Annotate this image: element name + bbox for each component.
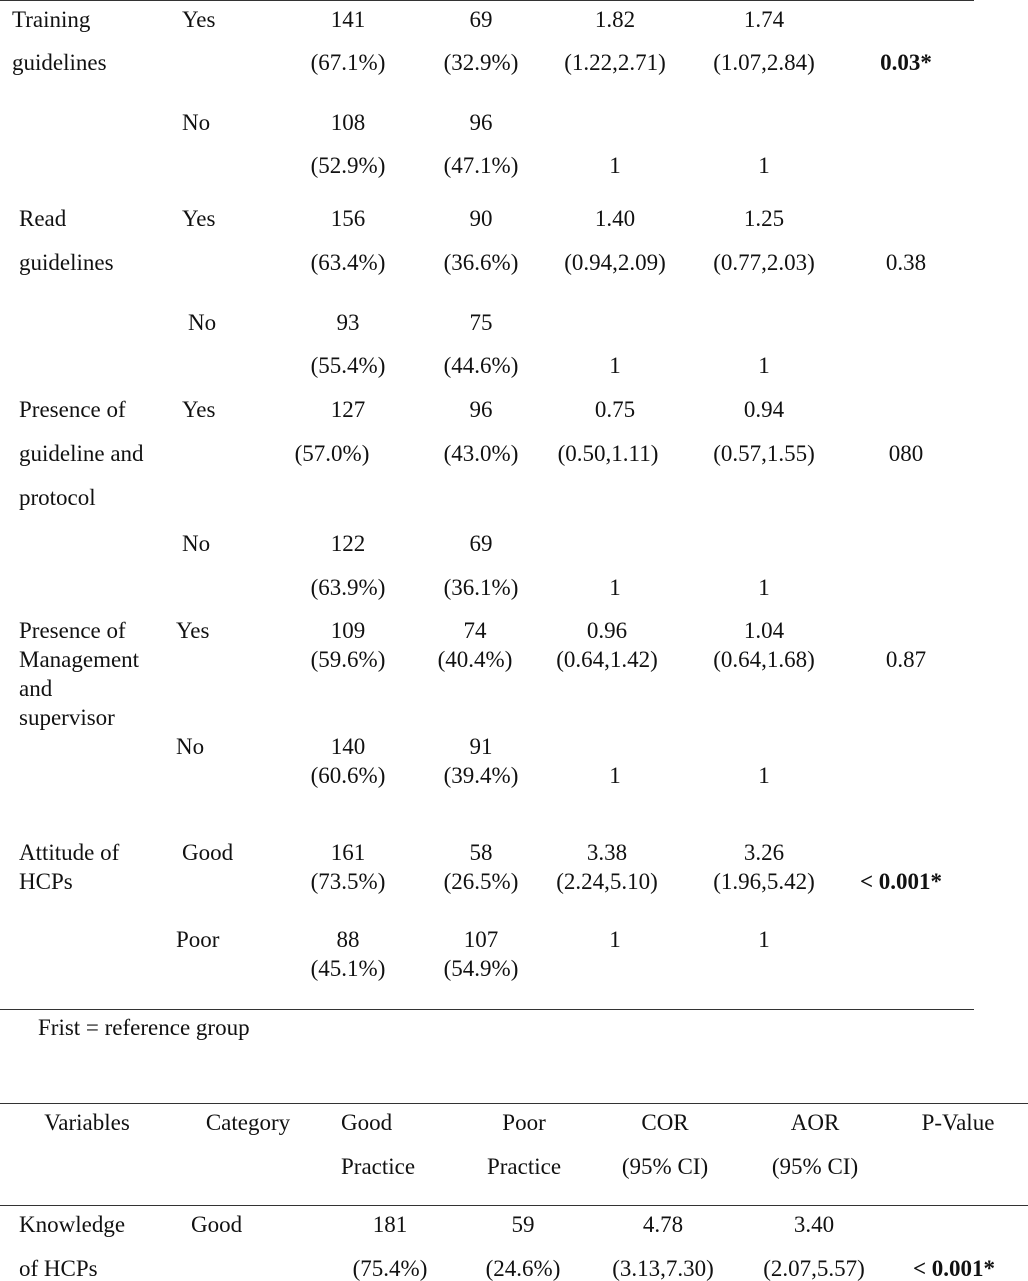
aor-value: 1.04 bbox=[743, 618, 785, 643]
variable-label: Training bbox=[12, 7, 91, 32]
poor-percent: (54.9%) bbox=[443, 956, 519, 981]
aor-ci: (1.07,2.84) bbox=[713, 50, 815, 75]
table2-header-rule bbox=[0, 1205, 1028, 1206]
category-label: Yes bbox=[182, 397, 216, 422]
category-label: Good bbox=[182, 840, 234, 865]
cor-value: 4.78 bbox=[642, 1212, 684, 1237]
aor-value: 1 bbox=[758, 153, 770, 178]
cor-ci: (3.13,7.30) bbox=[612, 1256, 714, 1281]
aor-value: 1.25 bbox=[743, 206, 785, 231]
good-percent: (73.5%) bbox=[310, 869, 386, 894]
header-poor-practice: Poor bbox=[502, 1110, 546, 1135]
category-label: Yes bbox=[182, 7, 216, 32]
cor-value: 1.82 bbox=[594, 7, 636, 32]
aor-ci: (0.64,1.68) bbox=[713, 647, 815, 672]
poor-count: 96 bbox=[469, 397, 493, 422]
variable-label: Knowledge bbox=[19, 1212, 126, 1237]
good-percent: (57.0%) bbox=[294, 441, 370, 466]
variable-label: guideline and bbox=[19, 441, 144, 466]
good-count: 88 bbox=[336, 927, 360, 952]
variable-label: and bbox=[19, 676, 53, 701]
poor-count: 96 bbox=[469, 110, 493, 135]
good-percent: (75.4%) bbox=[352, 1256, 428, 1281]
aor-value: 3.26 bbox=[743, 840, 785, 865]
variable-label: guidelines bbox=[19, 250, 114, 275]
aor-ci: (1.96,5.42) bbox=[713, 869, 815, 894]
good-percent: (63.4%) bbox=[310, 250, 386, 275]
poor-percent: (44.6%) bbox=[443, 353, 519, 378]
cor-value: 1 bbox=[609, 353, 621, 378]
cor-value: 3.38 bbox=[586, 840, 628, 865]
good-percent: (63.9%) bbox=[310, 575, 386, 600]
variable-label: Presence of bbox=[19, 397, 126, 422]
table2-top-rule bbox=[0, 1103, 1028, 1104]
good-count: 161 bbox=[330, 840, 366, 865]
poor-percent: (36.6%) bbox=[443, 250, 519, 275]
cor-ci: (1.22,2.71) bbox=[564, 50, 666, 75]
cor-ci: (0.64,1.42) bbox=[556, 647, 658, 672]
poor-count: 69 bbox=[469, 7, 493, 32]
cor-ci: (2.24,5.10) bbox=[556, 869, 658, 894]
header-aor: (95% CI) bbox=[771, 1154, 859, 1179]
aor-value: 1 bbox=[758, 763, 770, 788]
variable-label: Attitude of bbox=[19, 840, 120, 865]
good-count: 127 bbox=[330, 397, 366, 422]
category-label: No bbox=[182, 110, 211, 135]
table1-bottom-rule bbox=[0, 1009, 974, 1010]
category-label: Good bbox=[191, 1212, 243, 1237]
poor-count: 75 bbox=[469, 310, 493, 335]
poor-percent: (24.6%) bbox=[485, 1256, 561, 1281]
p-value: 0.87 bbox=[885, 647, 927, 672]
good-count: 109 bbox=[330, 618, 366, 643]
table1-top-rule bbox=[0, 0, 974, 1]
variable-label: of HCPs bbox=[19, 1256, 98, 1281]
good-count: 93 bbox=[336, 310, 360, 335]
p-value: 080 bbox=[888, 441, 924, 466]
aor-ci: (0.57,1.55) bbox=[713, 441, 815, 466]
aor-value: 1 bbox=[758, 927, 770, 952]
header-aor: AOR bbox=[790, 1110, 840, 1135]
variable-label: guidelines bbox=[12, 50, 107, 75]
good-count: 141 bbox=[330, 7, 366, 32]
table1-footnote: Frist = reference group bbox=[38, 1015, 250, 1040]
category-label: No bbox=[188, 310, 217, 335]
poor-percent: (40.4%) bbox=[437, 647, 513, 672]
aor-value: 0.94 bbox=[743, 397, 785, 422]
good-percent: (59.6%) bbox=[310, 647, 386, 672]
p-value: < 0.001* bbox=[912, 1256, 996, 1281]
header-poor-practice: Practice bbox=[486, 1154, 562, 1179]
category-label: No bbox=[182, 531, 211, 556]
good-percent: (60.6%) bbox=[310, 763, 386, 788]
aor-value: 3.40 bbox=[793, 1212, 835, 1237]
good-count: 108 bbox=[330, 110, 366, 135]
poor-percent: (32.9%) bbox=[443, 50, 519, 75]
p-value: 0.38 bbox=[885, 250, 927, 275]
good-count: 140 bbox=[330, 734, 366, 759]
variable-label: HCPs bbox=[19, 869, 73, 894]
poor-count: 59 bbox=[511, 1212, 535, 1237]
category-label: Yes bbox=[176, 618, 210, 643]
header-cor: (95% CI) bbox=[621, 1154, 709, 1179]
aor-value: 1 bbox=[758, 575, 770, 600]
cor-value: 1 bbox=[609, 763, 621, 788]
poor-percent: (47.1%) bbox=[443, 153, 519, 178]
good-percent: (52.9%) bbox=[310, 153, 386, 178]
aor-value: 1.74 bbox=[743, 7, 785, 32]
category-label: No bbox=[176, 734, 205, 759]
variable-label: Read bbox=[19, 206, 67, 231]
poor-count: 69 bbox=[469, 531, 493, 556]
variable-label: Presence of bbox=[19, 618, 126, 643]
poor-percent: (43.0%) bbox=[443, 441, 519, 466]
good-percent: (45.1%) bbox=[310, 956, 386, 981]
header-p-value: P-Value bbox=[921, 1110, 995, 1135]
variable-label: Management bbox=[19, 647, 140, 672]
poor-percent: (36.1%) bbox=[443, 575, 519, 600]
header-good-practice: Practice bbox=[341, 1154, 416, 1179]
p-value: < 0.001* bbox=[859, 869, 943, 894]
cor-value: 0.75 bbox=[594, 397, 636, 422]
aor-ci: (0.77,2.03) bbox=[713, 250, 815, 275]
aor-ci: (2.07,5.57) bbox=[763, 1256, 865, 1281]
good-count: 156 bbox=[330, 206, 366, 231]
good-count: 181 bbox=[372, 1212, 408, 1237]
cor-value: 1 bbox=[609, 927, 621, 952]
cor-value: 0.96 bbox=[586, 618, 628, 643]
cor-value: 1 bbox=[609, 153, 621, 178]
poor-count: 74 bbox=[463, 618, 487, 643]
category-label: Yes bbox=[182, 206, 216, 231]
variable-label: supervisor bbox=[19, 705, 115, 730]
header-good-practice: Good bbox=[341, 1110, 393, 1135]
cor-ci: (0.50,1.11) bbox=[557, 441, 659, 466]
good-percent: (55.4%) bbox=[310, 353, 386, 378]
poor-percent: (26.5%) bbox=[443, 869, 519, 894]
poor-count: 90 bbox=[469, 206, 493, 231]
header-variables: Variables bbox=[44, 1110, 130, 1135]
poor-percent: (39.4%) bbox=[443, 763, 519, 788]
poor-count: 58 bbox=[469, 840, 493, 865]
aor-value: 1 bbox=[758, 353, 770, 378]
good-percent: (67.1%) bbox=[310, 50, 386, 75]
poor-count: 107 bbox=[463, 927, 499, 952]
cor-value: 1 bbox=[609, 575, 621, 600]
cor-value: 1.40 bbox=[594, 206, 636, 231]
p-value: 0.03* bbox=[880, 50, 932, 75]
good-count: 122 bbox=[330, 531, 366, 556]
cor-ci: (0.94,2.09) bbox=[564, 250, 666, 275]
category-label: Poor bbox=[176, 927, 220, 952]
variable-label: protocol bbox=[19, 485, 96, 510]
header-category: Category bbox=[205, 1110, 291, 1135]
poor-count: 91 bbox=[469, 734, 493, 759]
header-cor: COR bbox=[641, 1110, 689, 1135]
